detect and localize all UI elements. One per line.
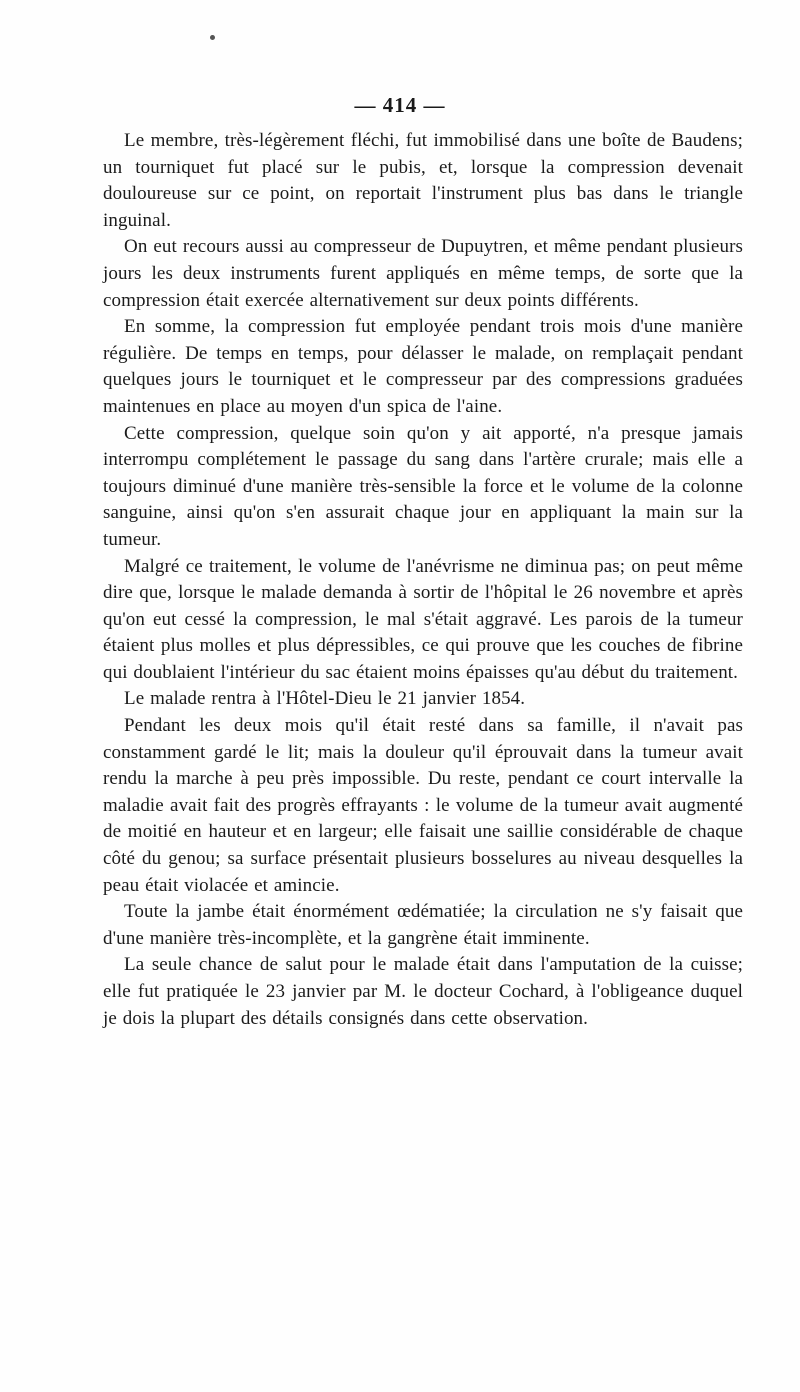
- paragraph-1: Le membre, très-légèrement fléchi, fut immobilisé dans une boîte de Baudens; un tourniquet fut placé sur le pubis, et, lorsque la compression devenait douloureuse sur ce point, on reportait l'instrument plus bas dans le triangle inguinal.: [103, 130, 743, 231]
- paragraph-8: Toute la jambe était énormément œdématiée; la circulation ne s'y faisait que d'une manière très-incomplète, et la gangrène était imminente.: [103, 901, 743, 949]
- paragraph-2: On eut recours aussi au compresseur de Dupuytren, et même pendant plusieurs jours les deux instruments furent appliqués en même temps, de sorte que la compression était exercée alternativement sur deux points différents.: [103, 236, 743, 311]
- paragraph-7: Pendant les deux mois qu'il était resté dans sa famille, il n'avait pas constamment gardé le lit; mais la douleur qu'il éprouvait dans la tumeur avait rendu la marche à peu près impossible. Du reste, pendant ce court intervalle la maladie avait fait des progrès effrayants : le volume de la tumeur avait augmenté de moitié en hauteur et en largeur; elle faisait une saillie considérable de chaque côté du genou; sa surface présentait plusieurs bosselures au niveau desquelles la peau était violacée et amincie.: [103, 715, 743, 896]
- page-number: — 414 —: [354, 93, 446, 117]
- ink-speck: [210, 35, 215, 40]
- paragraph-5: Malgré ce traitement, le volume de l'anévrisme ne diminua pas; on peut même dire que, lorsque le malade demanda à sortir de l'hôpital le 26 novembre et après qu'on eut cessé la compression, le mal s'était aggravé. Les parois de la tumeur étaient plus molles et plus dépressibles, ce qui prouve que les couches de fibrine qui doublaient l'intérieur du sac étaient moins épaisses qu'au début du traitement.: [103, 555, 743, 683]
- paragraph-4: Cette compression, quelque soin qu'on y ait apporté, n'a presque jamais interrompu complétement le passage du sang dans l'artère crurale; mais elle a toujours diminué d'une manière très-sensible la force et le volume de la colonne sanguine, ainsi qu'on s'en assurait chaque jour en appliquant la main sur la tumeur.: [103, 422, 743, 550]
- body-text: [103, 128, 743, 1032]
- paragraph-9: La seule chance de salut pour le malade était dans l'amputation de la cuisse; elle fut pratiquée le 23 janvier par M. le docteur Cochard, à l'obligeance duquel je dois la plupart des détails consignés dans cette observation.: [103, 954, 743, 1029]
- paragraph-6: Le malade rentra à l'Hôtel-Dieu le 21 janvier 1854.: [124, 688, 526, 710]
- paragraph-3: En somme, la compression fut employée pendant trois mois d'une manière régulière. De temps en temps, pour délasser le malade, on remplaçait pendant quelques jours le tourniquet et le compresseur par des compressions graduées maintenues en place au moyen d'un spica de l'aine.: [103, 316, 743, 417]
